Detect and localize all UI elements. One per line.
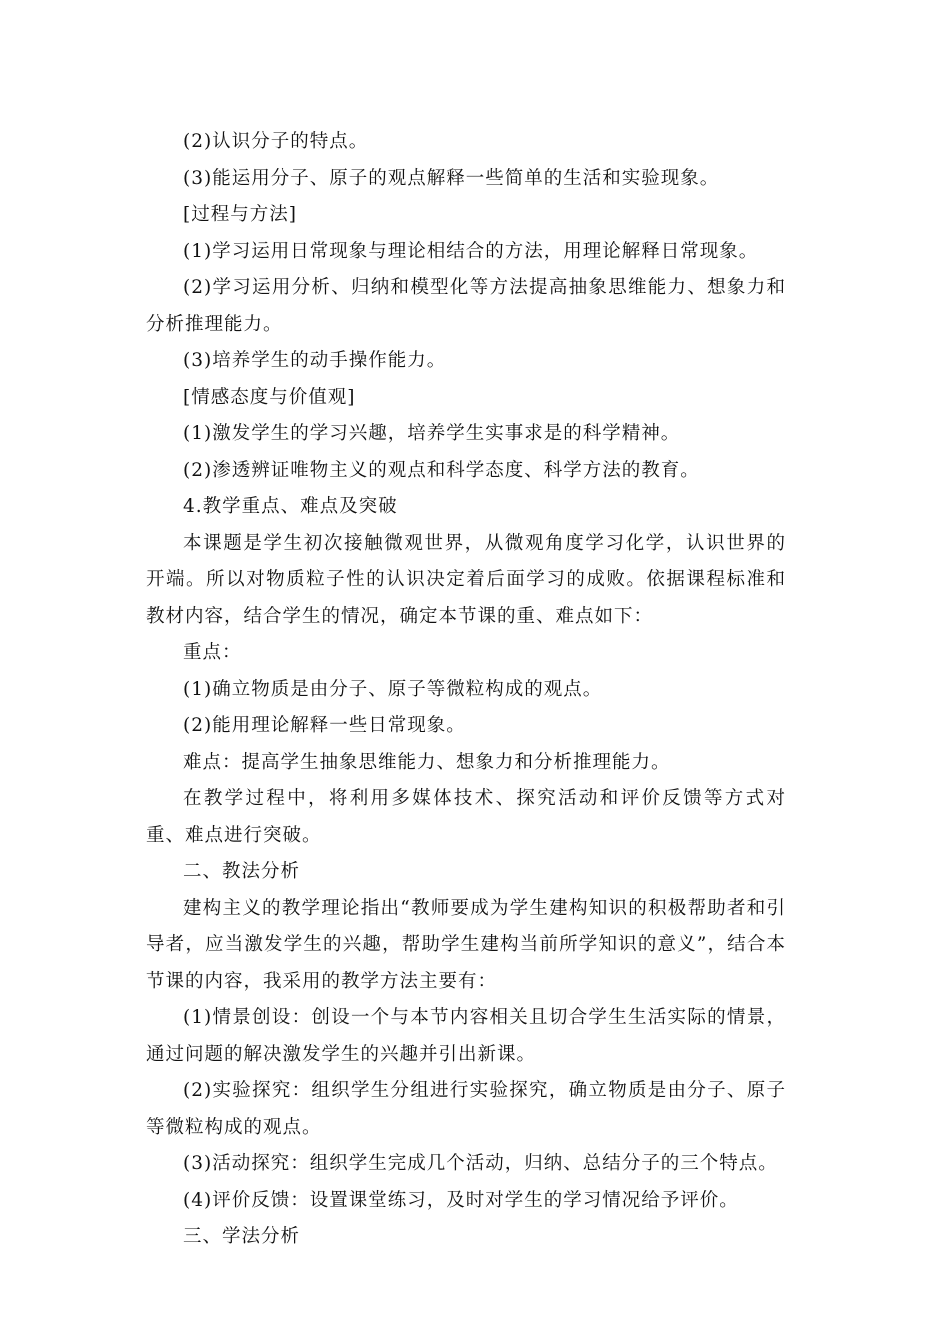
paragraph: (3)能运用分子、原子的观点解释一些简单的生活和实验现象。: [183, 167, 720, 189]
section-heading: 4.教学重点、难点及突破: [183, 496, 398, 517]
paragraph: (4)评价反馈：设置课堂练习，及时对学生的学习情况给予评价。: [183, 1189, 739, 1211]
paragraph: (2)实验探究：组织学生分组进行实验探究，确立物质是由分子、原子等微粒构成的观点。: [146, 1080, 786, 1138]
paragraph: 在教学过程中，将利用多媒体技术、探究活动和评价反馈等方式对重、难点进行突破。: [146, 788, 786, 846]
section-heading: [情感态度与价值观]: [183, 386, 356, 408]
paragraph: 难点：提高学生抽象思维能力、想象力和分析推理能力。: [183, 751, 671, 773]
paragraph: (2)能用理论解释一些日常现象。: [183, 715, 466, 736]
paragraph: 重点：: [183, 642, 242, 663]
section-heading: [过程与方法]: [183, 204, 297, 225]
paragraph: (1)激发学生的学习兴趣，培养学生实事求是的科学精神。: [183, 423, 681, 444]
paragraph: (3)培养学生的动手操作能力。: [183, 350, 447, 371]
paragraph: (3)活动探究：组织学生完成几个活动，归纳、总结分子的三个特点。: [183, 1153, 778, 1174]
paragraph: (2)渗透辨证唯物主义的观点和科学态度、科学方法的教育。: [183, 459, 700, 481]
paragraph: 建构主义的教学理论指出“教师要成为学生建构知识的积极帮助者和引导者，应当激发学生的兴趣，帮助学生建构当前所学知识的意义”，结合本节课的内容，我采用的教学方法主要有：: [146, 897, 786, 992]
section-heading: 二、教法分析: [183, 861, 301, 882]
section-heading: 三、学法分析: [183, 1226, 301, 1247]
paragraph: (1)学习运用日常现象与理论相结合的方法，用理论解释日常现象。: [183, 240, 759, 262]
paragraph: (1)情景创设：创设一个与本节内容相关且切合学生生活实际的情景，通过问题的解决激发学生的兴趣并引出新课。: [146, 1007, 786, 1065]
paragraph: (2)认识分子的特点。: [183, 131, 369, 152]
paragraph: (2)学习运用分析、归纳和模型化等方法提高抽象思维能力、想象力和分析推理能力。: [146, 277, 786, 335]
document-body: [146, 124, 786, 1256]
paragraph: (1)确立物质是由分子、原子等微粒构成的观点。: [183, 678, 603, 700]
paragraph: 本课题是学生初次接触微观世界，从微观角度学习化学，认识世界的开端。所以对物质粒子性的认识决定着后面学习的成败。依据课程标准和教材内容，结合学生的情况，确定本节课的重、难点如下：: [146, 532, 786, 627]
